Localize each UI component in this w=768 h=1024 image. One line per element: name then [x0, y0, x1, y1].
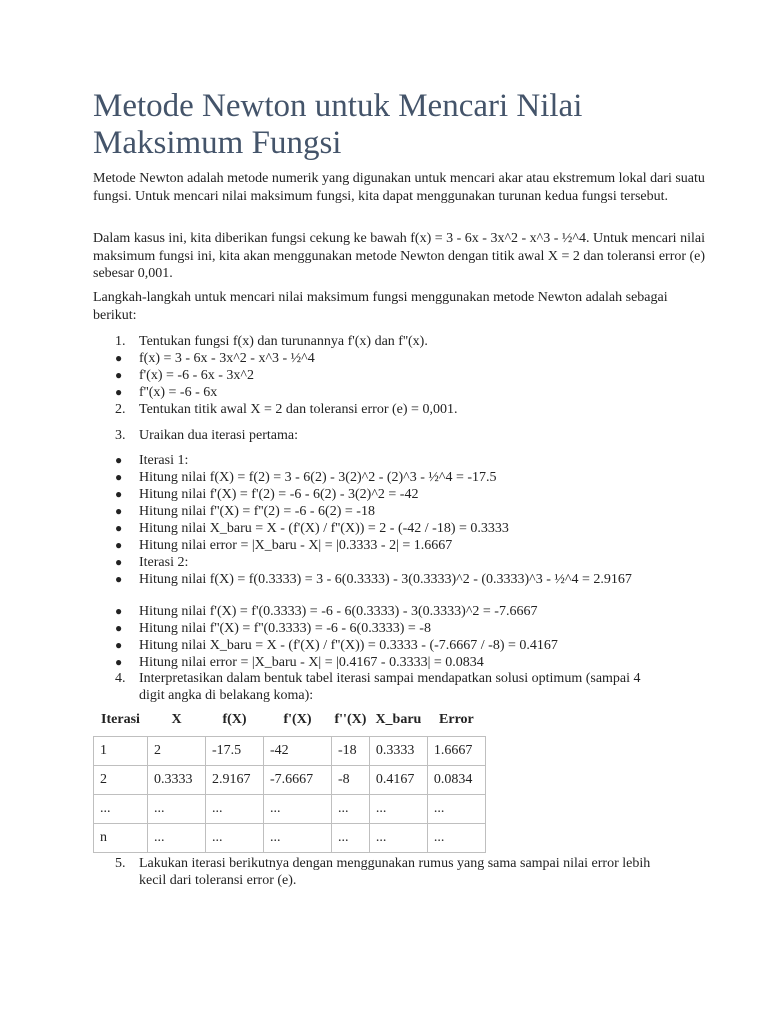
step-item-5 [115, 855, 675, 888]
table-cell: 2 [94, 766, 148, 795]
table-cell: 2 [148, 737, 206, 766]
steps-intro-paragraph: Langkah-langkah untuk mencari nilai maksimum fungsi menggunakan metode Newton adalah sebagai berikut: [93, 290, 668, 323]
iteration-table [93, 704, 486, 853]
step-marker: 3. [115, 428, 126, 443]
table-cell: -18 [332, 737, 370, 766]
step-marker: 5. [115, 856, 126, 871]
bullet-item: ● f(x) = 3 - 6x - 3x^2 - x^3 - ½^4 [115, 351, 315, 366]
table-cell: ... [148, 795, 206, 824]
step-item-2 [115, 401, 675, 418]
table-row [94, 795, 486, 824]
bullet-item: ● Hitung nilai error = |X_baru - X| = |0.4167 - 0.3333| = 0.0834 [115, 655, 484, 670]
table-cell: -8 [332, 766, 370, 795]
bullet-icon: ● [115, 655, 123, 669]
bullet-icon: ● [115, 351, 123, 365]
table-cell: -42 [264, 737, 332, 766]
case-paragraph: Dalam kasus ini, kita diberikan fungsi cekung ke bawah f(x) = 3 - 6x - 3x^2 - x^3 - ½^4. Untuk mencari nilai maksimum fungsi ini, kita akan menggunakan metode Newton dengan titik awal X = 2 dan toleransi error (e) sebesar 0,001. [93, 231, 706, 281]
table-cell: -7.6667 [264, 766, 332, 795]
step-text: Tentukan titik awal X = 2 dan toleransi error (e) = 0,001. [139, 402, 458, 417]
intro-paragraph: Metode Newton adalah metode numerik yang digunakan untuk mencari akar atau ekstremum lokal dari suatu fungsi. Untuk mencari nilai maksimum fungsi, kita dapat menggunakan turunan kedua fungsi tersebut. [93, 171, 705, 204]
bullet-item: ● Iterasi 1: [115, 453, 189, 468]
bullet-item: ● Hitung nilai f(X) = f(0.3333) = 3 - 6(0.3333) - 3(0.3333)^2 - (0.3333)^3 - ½^4 = 2.9167 [115, 572, 632, 587]
bullet-item: ● Hitung nilai f''(X) = f''(2) = -6 - 6(2) = -18 [115, 504, 375, 519]
bullet-icon: ● [115, 487, 123, 501]
table-header-row [94, 704, 486, 737]
table-cell: 0.4167 [369, 766, 427, 795]
table-cell: ... [332, 795, 370, 824]
table-cell: ... [206, 824, 264, 853]
table-cell: ... [369, 795, 427, 824]
table-cell: ... [427, 824, 485, 853]
table-cell: 2.9167 [206, 766, 264, 795]
column-header: X_baru [375, 712, 422, 727]
bullet-icon: ● [115, 621, 123, 635]
bullet-item: ● Hitung nilai f(X) = f(2) = 3 - 6(2) - 3(2)^2 - (2)^3 - ½^4 = -17.5 [115, 470, 497, 485]
table-cell: 0.0834 [427, 766, 485, 795]
document-title: Metode Newton untuk Mencari Nilai Maksimum Fungsi [93, 88, 583, 161]
bullet-icon: ● [115, 538, 123, 552]
column-header: Iterasi [101, 712, 140, 727]
step-text: Interpretasikan dalam bentuk tabel iterasi sampai mendapatkan solusi optimum (sampai 4 digit angka di belakang koma): [139, 671, 641, 703]
table-cell: ... [369, 824, 427, 853]
step-text: Uraikan dua iterasi pertama: [139, 428, 298, 443]
bullet-item: ● Iterasi 2: [115, 555, 189, 570]
step-text: Lakukan iterasi berikutnya dengan menggunakan rumus yang sama sampai nilai error lebih kecil dari toleransi error (e). [139, 856, 651, 888]
bullet-item: ● f''(x) = -6 - 6x [115, 385, 218, 400]
table-cell: ... [332, 824, 370, 853]
table-cell: 1 [94, 737, 148, 766]
table-cell: n [94, 824, 148, 853]
table-cell: ... [94, 795, 148, 824]
bullet-item: ● Hitung nilai f'(X) = f'(2) = -6 - 6(2) - 3(2)^2 = -42 [115, 487, 419, 502]
table-cell: ... [148, 824, 206, 853]
step-item-3 [115, 427, 675, 444]
table-cell: 0.3333 [369, 737, 427, 766]
bullet-icon: ● [115, 470, 123, 484]
step-marker: 2. [115, 402, 126, 417]
step-item-4 [115, 670, 675, 703]
bullet-icon: ● [115, 453, 123, 467]
step-text: Tentukan fungsi f(x) dan turunannya f'(x) dan f''(x). [139, 334, 428, 349]
step-marker: 4. [115, 671, 126, 686]
table-cell: ... [206, 795, 264, 824]
table-row [94, 766, 486, 795]
table-row [94, 737, 486, 766]
bullet-icon: ● [115, 368, 123, 382]
table-cell: 0.3333 [148, 766, 206, 795]
bullet-item: ● f'(x) = -6 - 6x - 3x^2 [115, 368, 254, 383]
bullet-icon: ● [115, 572, 123, 586]
table-cell: ... [427, 795, 485, 824]
bullet-icon: ● [115, 555, 123, 569]
column-header: f'(X) [283, 712, 312, 727]
bullet-item: ● Hitung nilai f''(X) = f''(0.3333) = -6 - 6(0.3333) = -8 [115, 621, 431, 636]
bullet-item: ● Hitung nilai error = |X_baru - X| = |0.3333 - 2| = 1.6667 [115, 538, 453, 553]
bullet-item: ● Hitung nilai f'(X) = f'(0.3333) = -6 - 6(0.3333) - 3(0.3333)^2 = -7.6667 [115, 604, 538, 619]
table-cell: -17.5 [206, 737, 264, 766]
bullet-icon: ● [115, 604, 123, 618]
bullet-item: ● Hitung nilai X_baru = X - (f'(X) / f''(X)) = 2 - (-42 / -18) = 0.3333 [115, 521, 509, 536]
bullet-icon: ● [115, 385, 123, 399]
bullet-item: ● Hitung nilai X_baru = X - (f'(X) / f''(X)) = 0.3333 - (-7.6667 / -8) = 0.4167 [115, 638, 558, 653]
table-row [94, 824, 486, 853]
bullet-icon: ● [115, 638, 123, 652]
step-marker: 1. [115, 334, 126, 349]
table-cell: ... [264, 795, 332, 824]
step-item-1 [115, 333, 675, 350]
bullet-icon: ● [115, 504, 123, 518]
table-cell: ... [264, 824, 332, 853]
bullet-icon: ● [115, 521, 123, 535]
column-header: Error [439, 712, 474, 727]
table-cell: 1.6667 [427, 737, 485, 766]
column-header: f''(X) [334, 712, 367, 727]
column-header: X [171, 712, 182, 727]
column-header: f(X) [222, 712, 247, 727]
